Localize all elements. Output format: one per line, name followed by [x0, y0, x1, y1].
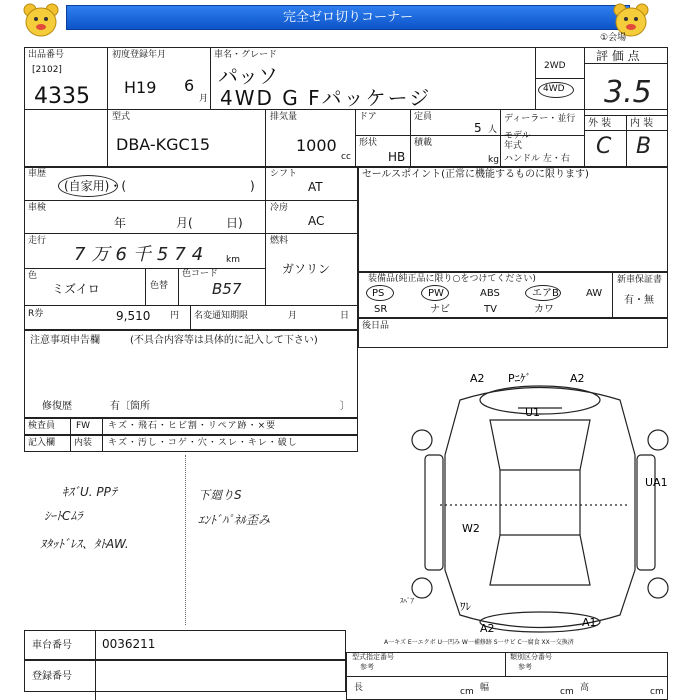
handwritten-right-1: 下廻りS	[198, 488, 242, 502]
handwritten-left-1: ｷｽﾞU. PPﾃ	[62, 485, 117, 499]
fuel-label: 燃料	[270, 236, 289, 246]
equip-sr: SR	[374, 304, 388, 315]
usage-label: 車歴	[28, 169, 47, 179]
post-install-box	[358, 318, 668, 348]
score-value: 3.5	[604, 75, 652, 110]
inspector-label: 検査員	[28, 421, 56, 431]
inspection-month: 月(	[176, 216, 193, 230]
length-label: 長	[354, 683, 364, 693]
load-label: 積載	[414, 138, 433, 148]
name-change-month: 月	[288, 311, 298, 321]
height-label: 高	[580, 683, 590, 693]
cooler-value: AC	[308, 214, 325, 228]
usage-close: )	[250, 179, 255, 193]
exterior-label: 外 装	[588, 118, 612, 129]
interior-score: B	[636, 134, 652, 159]
equip-ps: PS	[372, 288, 385, 299]
lot-sub: [2102]	[32, 65, 62, 75]
lot-number: 4335	[34, 84, 90, 109]
chassis-box	[24, 630, 346, 660]
body-type-value: HB	[388, 150, 406, 164]
private-use-circle	[58, 175, 118, 197]
mark-a2-front-right: A2	[570, 372, 585, 385]
car-damage-diagram	[400, 360, 670, 650]
equip-pw-circle	[421, 285, 449, 301]
mark-ua1: UA1	[645, 476, 668, 489]
capacity-value: 5	[474, 121, 482, 135]
displacement-label: 排気量	[270, 112, 298, 122]
mark-spare: ｽﾍﾟｱ	[400, 597, 414, 605]
dotted-divider	[185, 455, 186, 625]
interior-check-label: 内装	[74, 438, 93, 448]
recycle-label: R券	[28, 309, 44, 319]
2wd-label: 2WD	[544, 61, 566, 71]
displacement-value: 1000	[296, 136, 337, 155]
first-reg-unit: 月	[199, 94, 209, 104]
model-label: 型式	[112, 112, 131, 122]
equip-extra: カワ	[534, 304, 554, 315]
model-value: DBA-KGC15	[116, 135, 211, 154]
notes-label: 注意事項申告欄	[30, 335, 100, 346]
color-change-label: 色替	[150, 281, 169, 291]
name-change-label: 名変通知期限	[194, 311, 249, 321]
usage-value: (自家用)・(	[64, 179, 127, 193]
dealer-label: ディーラー・並行	[504, 114, 576, 124]
mileage-value: 7万6千574	[74, 244, 210, 265]
chassis-value: 0036211	[102, 637, 156, 651]
fw-label: FW	[76, 421, 91, 431]
inspection-day: 日)	[226, 216, 243, 230]
inspection-year: 年	[114, 216, 127, 230]
car-name: パッソ	[218, 64, 278, 88]
post-install-label: 後日品	[362, 321, 390, 331]
repair-history-label: 修復歴	[42, 401, 72, 412]
exterior-score: C	[596, 134, 612, 159]
sales-point-box	[358, 167, 668, 272]
capacity-label: 定員	[414, 112, 433, 122]
color-label: 色	[28, 271, 38, 281]
height-unit: cm	[650, 687, 664, 697]
equip-tv: TV	[484, 304, 497, 315]
equip-abs: ABS	[480, 288, 500, 299]
notes-hint: (不具合内容等は具体的に記入して下さい)	[130, 335, 318, 346]
type-designation-label: 型式指定番号	[352, 653, 394, 661]
equipment-label: 装備品(純正品に限り○をつけてください)	[368, 274, 536, 284]
name-change-day: 日	[340, 311, 350, 321]
page-title: 完全ゼロ切りコーナー	[66, 5, 630, 30]
color-code-label: 色コード	[182, 269, 219, 279]
score-label: 評 価 点	[596, 49, 640, 63]
handwritten-left-2: ｼｰﾄCﾑﾗ	[44, 509, 83, 523]
mark-a2-rear: A2	[480, 622, 495, 635]
chassis-label: 車台番号	[32, 640, 72, 651]
car-label: 車名・グレード	[214, 50, 278, 60]
equip-navi: ナビ	[430, 304, 450, 315]
shift-label: シフト	[270, 169, 298, 179]
load-unit: kg	[488, 155, 499, 165]
model-year-label: モデル年式	[504, 131, 531, 151]
length-unit: cm	[460, 687, 474, 697]
mark-pnige: Pﾆｹﾞ	[508, 372, 532, 385]
interior-check-items: キズ・汚し・コゲ・穴・スレ・キレ・破し	[108, 438, 298, 448]
mark-a2-front-left: A2	[470, 372, 485, 385]
car-grade: 4WD G Fパッケージ	[220, 86, 432, 110]
4wd-label: 4WD	[543, 84, 565, 94]
inspection-label: 車検	[28, 203, 47, 213]
first-reg-era: H19	[124, 78, 157, 97]
interior-label: 内 装	[630, 118, 654, 129]
mark-crack: ﾜﾚ	[460, 600, 471, 613]
mark-w2: W2	[462, 522, 480, 535]
shift-value: AT	[308, 180, 323, 194]
equip-ps-circle	[366, 285, 394, 301]
class-number-ref: 参考	[518, 663, 532, 671]
exterior-check-items: キズ・飛石・ヒビ割・リペア跡・×要	[108, 421, 277, 431]
venue-stamp: ①会場	[600, 33, 627, 43]
registration-box	[24, 660, 346, 692]
recycle-value: 9,510	[116, 309, 151, 323]
doors-label: ドア	[359, 112, 377, 122]
color-code-value: B57	[212, 280, 242, 298]
handwritten-right-2: ｴﾝﾄﾞﾊﾟﾈﾙ歪み	[198, 513, 271, 527]
cooler-label: 冷房	[270, 203, 289, 213]
first-reg-label: 初度登録年月	[112, 50, 167, 60]
width-unit: cm	[560, 687, 574, 697]
sales-point-label: セールスポイント(正常に機能するものに限ります)	[362, 169, 589, 180]
repair-history-close: 〕	[340, 401, 350, 412]
capacity-unit: 人	[488, 125, 498, 135]
recycle-unit: 円	[170, 311, 180, 321]
body-type-label: 形状	[359, 138, 378, 148]
equip-airbag-circle	[525, 285, 561, 301]
diagram-legend: A一キズ E一エクボ U一凹み W一補修跡 S一サビ C一腐食 XX一交換済	[384, 639, 574, 646]
entry-label: 記入欄	[28, 438, 56, 448]
displacement-unit: cc	[341, 152, 351, 162]
mileage-label: 走行	[28, 236, 47, 246]
equip-pw: PW	[428, 288, 444, 299]
mark-u1: U1	[525, 406, 541, 419]
lot-label: 出品番号	[28, 50, 65, 60]
mark-a1-rear: A1	[582, 616, 597, 629]
width-label: 幅	[480, 683, 490, 693]
equip-airbag: エアB	[532, 288, 559, 299]
type-designation-ref: 参考	[360, 663, 374, 671]
registration-label: 登録番号	[32, 671, 72, 682]
mileage-unit: km	[226, 255, 240, 265]
handle-label: ハンドル 左・右	[504, 154, 570, 164]
mascot-left-icon	[22, 2, 60, 38]
first-reg-month: 6	[184, 76, 195, 95]
equip-aw: AW	[586, 288, 603, 299]
new-car-warranty-value: 有・無	[624, 295, 654, 306]
color-value: ミズイロ	[52, 282, 100, 296]
repair-history-value: 有〔箇所	[110, 401, 150, 412]
fuel-value: ガソリン	[282, 262, 331, 276]
new-car-warranty-label: 新車保証書	[617, 275, 663, 285]
handwritten-left-3: ﾇﾀｯﾄﾞﾚｽ、ﾀﾄAW.	[40, 537, 129, 551]
class-number-label: 類別区分番号	[510, 653, 552, 661]
